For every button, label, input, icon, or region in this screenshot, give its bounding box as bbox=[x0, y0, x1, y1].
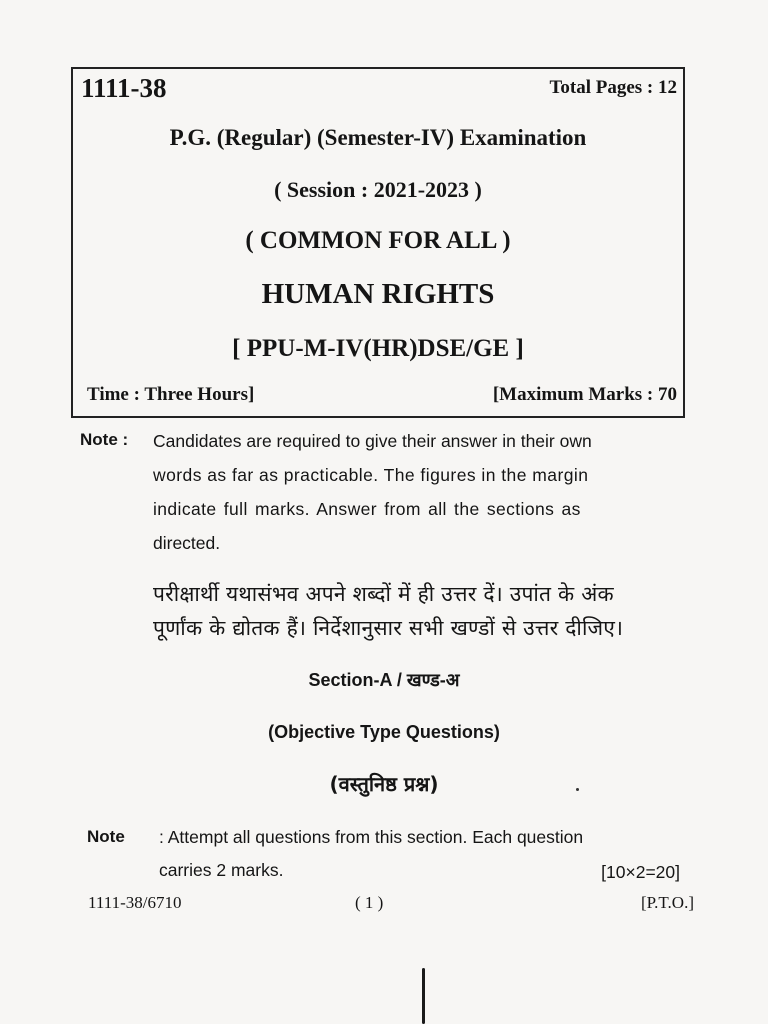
header-box bbox=[71, 67, 685, 418]
exam-title: P.G. (Regular) (Semester-IV) Examination bbox=[169, 125, 587, 150]
question-type: (Objective Type Questions) bbox=[268, 722, 500, 742]
footer-paper-code: 1111-38/6710 bbox=[88, 893, 182, 912]
marks-formula: [10×2=20] bbox=[601, 862, 680, 882]
session: ( Session : 2021-2023 ) bbox=[274, 177, 482, 202]
subject-title: HUMAN RIGHTS bbox=[261, 278, 495, 310]
paper-code: 1111-38 bbox=[81, 73, 167, 103]
binding-mark bbox=[422, 968, 425, 1024]
hindi-note-line-1: परीक्षार्थी यथासंभव अपने शब्दों में ही उत्तर दें। उपांत के अंक bbox=[153, 582, 614, 606]
note-line-2: words as far as practicable. The figures in the margin bbox=[153, 465, 589, 485]
note-2-line-2: carries 2 marks. bbox=[159, 860, 284, 880]
note-label: Note : bbox=[80, 430, 129, 449]
total-pages: Total Pages : 12 bbox=[549, 77, 677, 98]
note-2-label: Note bbox=[87, 827, 125, 846]
hindi-note-line-2: पूर्णांक के द्योतक हैं। निर्देशानुसार सभी खण्डों से उत्तर दीजिए। bbox=[153, 616, 624, 640]
maximum-marks: [Maximum Marks : 70 bbox=[492, 384, 677, 405]
note-2-line-1: : Attempt all questions from this section. Each question bbox=[159, 827, 584, 847]
section-title: Section-A / खण्ड-अ bbox=[308, 670, 460, 690]
page-number: ( 1 ) bbox=[355, 893, 384, 912]
common-for-all: ( COMMON FOR ALL ) bbox=[245, 227, 511, 254]
question-type-hindi: (वस्तुनिष्ठ प्रश्न) bbox=[329, 772, 439, 796]
time-allowed: Time : Three Hours] bbox=[87, 384, 255, 405]
note-line-4: directed. bbox=[153, 533, 221, 553]
note-line-3: indicate full marks. Answer from all the sections as bbox=[153, 499, 581, 519]
course-code: [ PPU-M-IV(HR)DSE/GE ] bbox=[232, 335, 524, 362]
please-turn-over: [P.T.O.] bbox=[640, 893, 694, 912]
note-line-1: Candidates are required to give their answer in their own bbox=[153, 431, 592, 451]
stray-mark bbox=[576, 788, 579, 791]
